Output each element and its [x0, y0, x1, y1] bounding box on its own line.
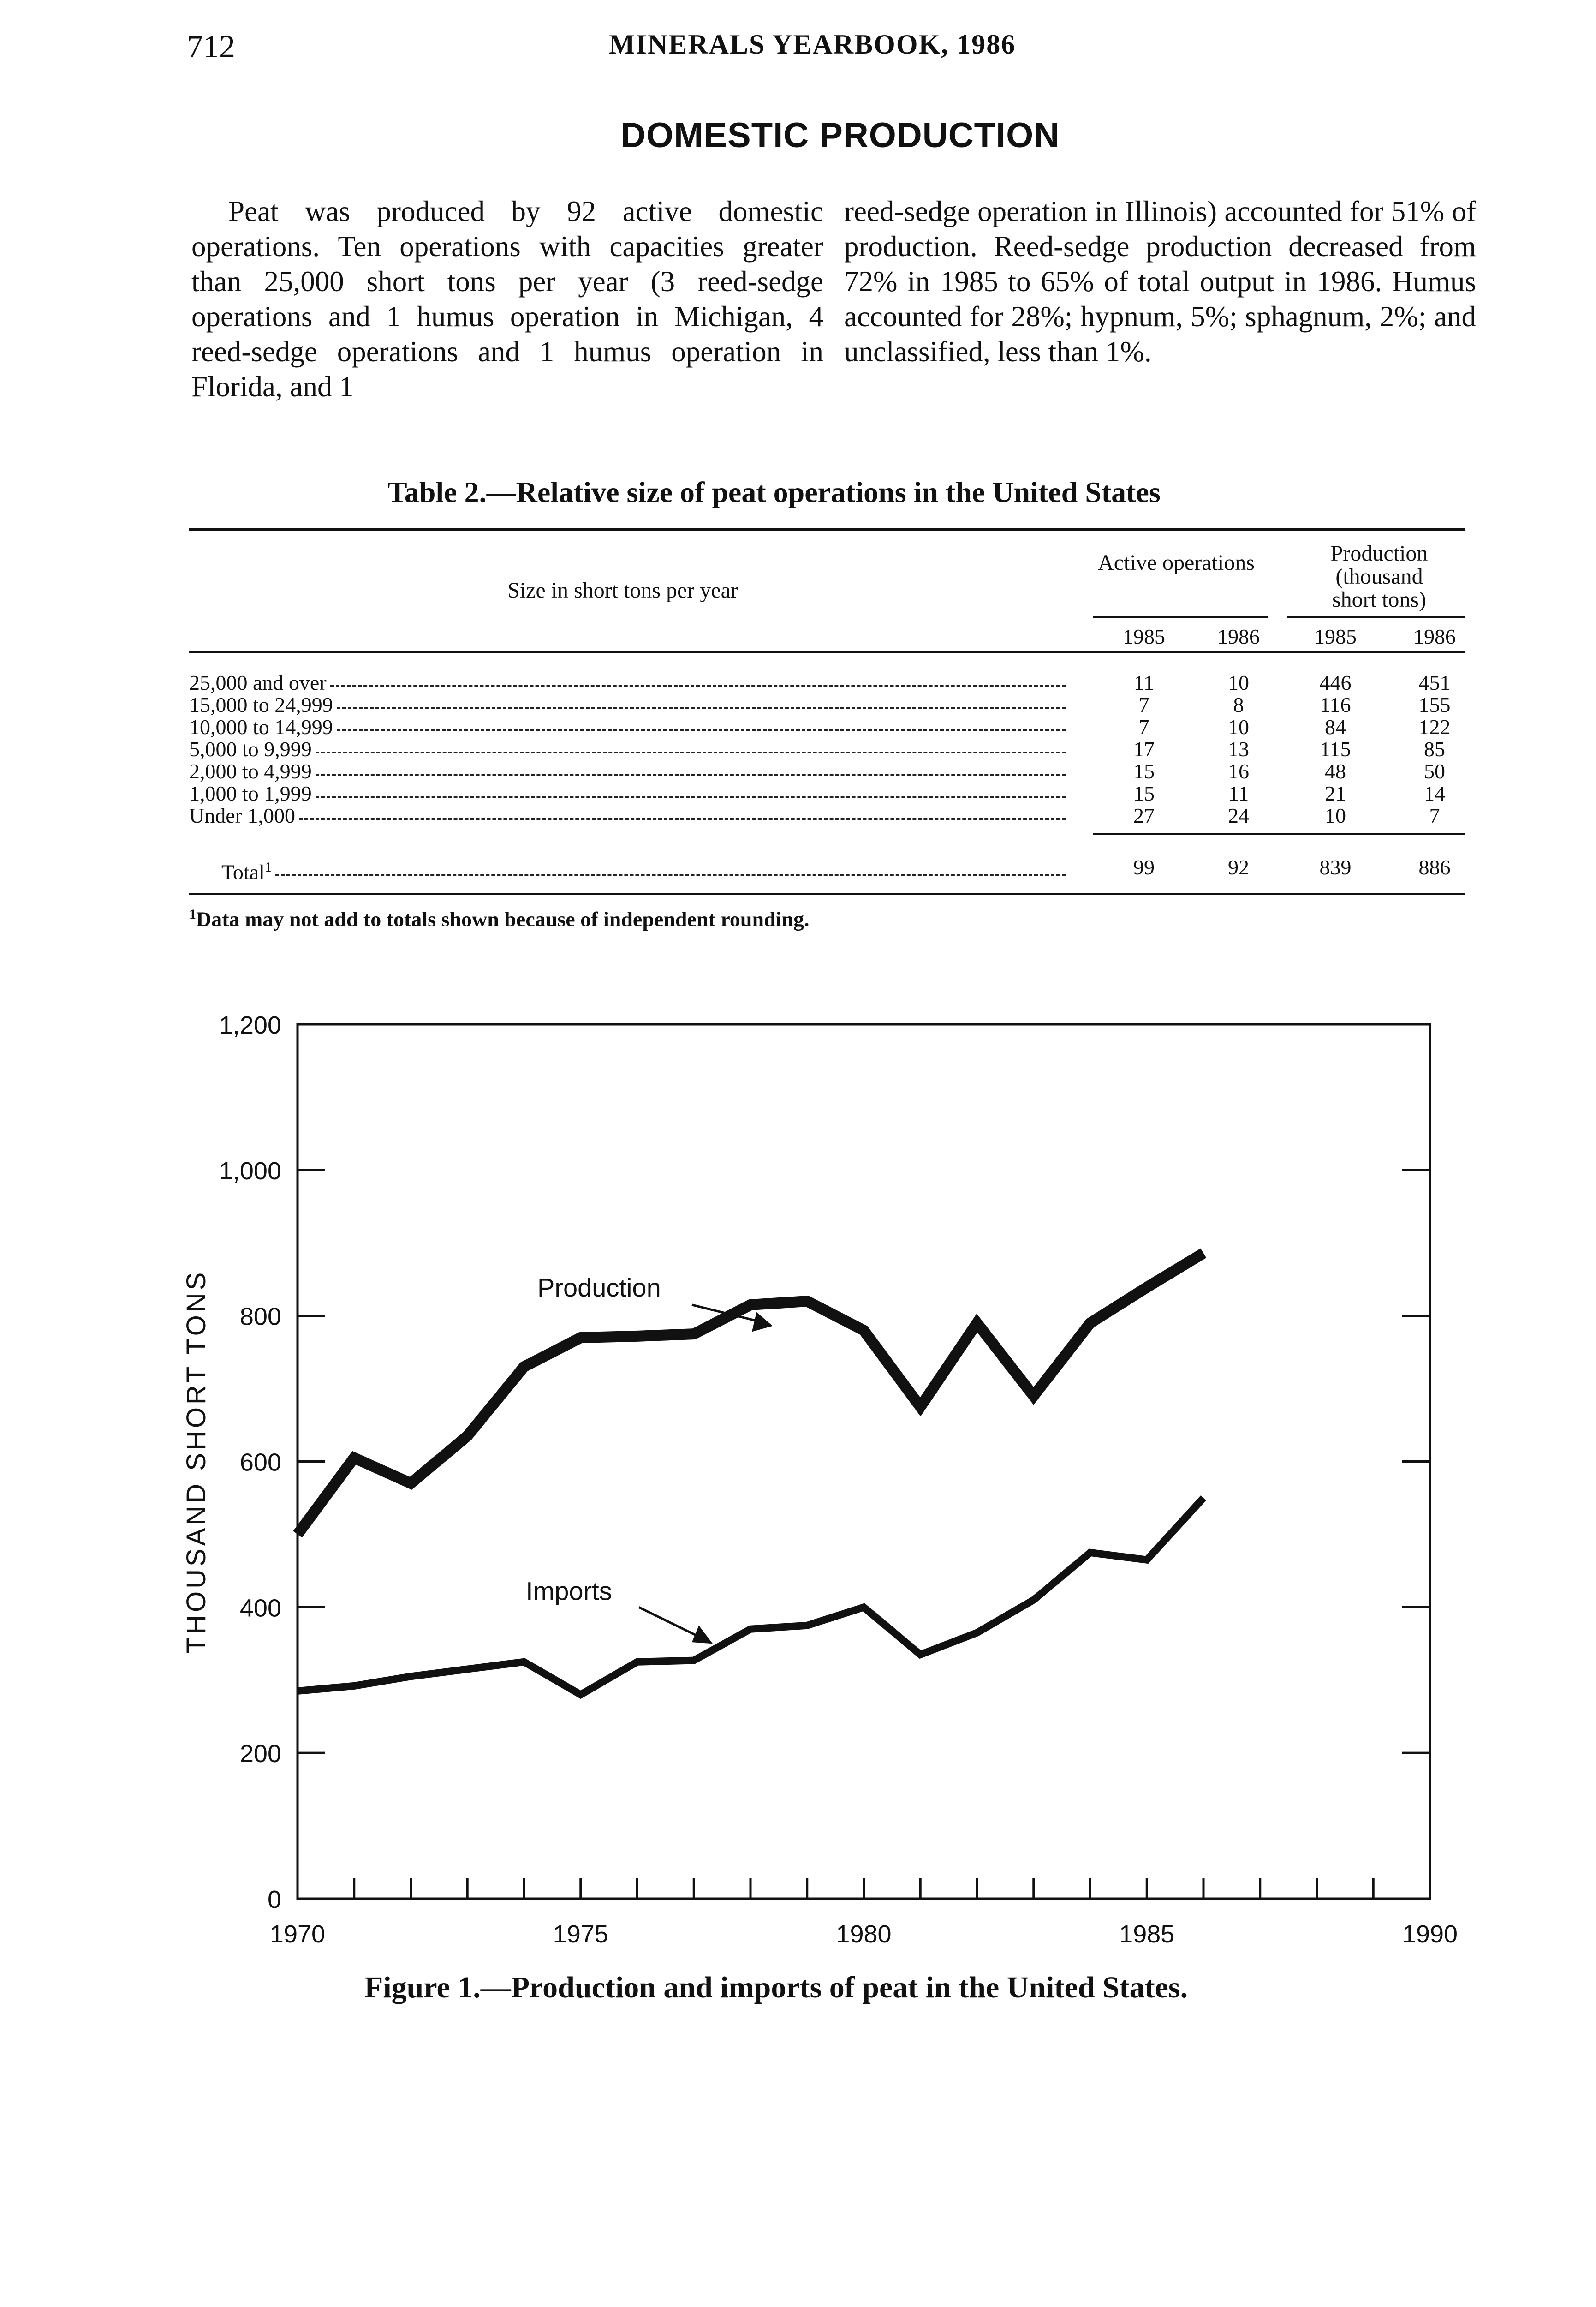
row-label: 5,000 to 9,999	[189, 737, 312, 761]
plot-frame	[298, 1024, 1430, 1899]
running-title: MINERALS YEARBOOK, 1986	[609, 29, 1016, 60]
cell-active-1986: 10	[1228, 671, 1249, 694]
cell-active-1986: 13	[1228, 737, 1249, 761]
row-label: 15,000 to 24,999	[189, 693, 333, 717]
leader-dots	[316, 796, 1066, 798]
y-tick-label: 0	[267, 1886, 281, 1913]
cell-active-1985: 7	[1138, 715, 1149, 739]
cell-production-1985: 10	[1325, 804, 1346, 827]
production-header-l2: (thousand	[1335, 564, 1423, 589]
y-tick-label: 400	[239, 1594, 281, 1622]
row-label: 2,000 to 4,999	[189, 759, 312, 783]
cell-active-1986: 8	[1233, 693, 1244, 717]
production-imports-chart	[0, 992, 1596, 1961]
y-tick-label: 1,200	[219, 1011, 281, 1039]
cell-active-1986: 10	[1228, 715, 1249, 739]
table-title: Table 2.—Relative size of peat operations in the United States	[387, 476, 1161, 508]
section-heading: DOMESTIC PRODUCTION	[620, 116, 1060, 155]
active-group-rule	[1093, 616, 1268, 618]
total-above-rule	[1093, 833, 1465, 835]
cell-production-1986: 155	[1418, 693, 1451, 717]
total-label: Total$^1$	[221, 860, 272, 884]
cell-production-1986: 451	[1418, 671, 1451, 694]
x-tick-label: 1990	[1402, 1920, 1458, 1948]
page-number: 712	[187, 29, 235, 65]
cell-total-production-1986: 886	[1418, 855, 1451, 879]
leader-dots	[299, 818, 1066, 820]
leader-dots	[316, 752, 1066, 753]
cell-production-1986: 50	[1424, 759, 1445, 783]
y-tick-label: 600	[239, 1448, 281, 1476]
cell-production-1985: 21	[1325, 782, 1346, 805]
leader-dots	[337, 729, 1066, 731]
x-tick-label: 1975	[553, 1920, 608, 1948]
cell-production-1986: 122	[1418, 715, 1451, 739]
cell-active-1986: 24	[1228, 804, 1249, 827]
paragraph-right-column: reed-sedge operation in Illinois) accounted for 51% of production. Reed-sedge production decreased from 72% in 1985 to 65% of total output in 1986. Humus accounted for 28%; hypnum, 5%; sphagnum, 2%; and unclassified, less than 1%.	[844, 195, 1476, 368]
series-line-imports	[298, 1498, 1203, 1694]
cell-production-1986: 14	[1424, 782, 1445, 805]
year-header-active-1986: 1986	[1217, 625, 1260, 648]
cell-production-1985: 48	[1325, 759, 1346, 783]
leader-dots	[275, 874, 1066, 876]
active-operations-header: Active operations	[1098, 550, 1255, 575]
cell-total-production-1985: 839	[1319, 855, 1352, 879]
cell-production-1985: 116	[1320, 693, 1351, 717]
production-arrowhead	[752, 1312, 773, 1332]
leader-dots	[330, 685, 1066, 687]
cell-production-1986: 7	[1429, 804, 1440, 827]
y-tick-label: 200	[239, 1740, 281, 1768]
y-tick-label: 800	[239, 1303, 281, 1331]
figure-caption: Figure 1.—Production and imports of peat in the United States.	[364, 1971, 1188, 2004]
x-tick-label: 1980	[836, 1920, 892, 1948]
cell-active-1985: 15	[1133, 759, 1155, 783]
cell-active-1985: 17	[1133, 737, 1155, 761]
row-label: Under 1,000	[189, 804, 295, 827]
y-axis-label: THOUSAND SHORT TONS	[181, 1269, 211, 1654]
cell-production-1985: 84	[1325, 715, 1346, 739]
production-group-rule	[1287, 616, 1465, 618]
production-header-l3: short tons)	[1332, 587, 1426, 612]
cell-active-1986: 11	[1228, 782, 1249, 805]
year-header-production-1986: 1986	[1413, 625, 1456, 648]
row-label: 1,000 to 1,999	[189, 782, 312, 805]
year-header-production-1985: 1985	[1314, 625, 1357, 648]
series-line-production	[298, 1253, 1203, 1535]
row-label: 10,000 to 14,999	[189, 715, 333, 739]
cell-production-1985: 115	[1320, 737, 1351, 761]
paragraph-left-column: Peat was produced by 92 active domestic operations. Ten operations with capacities greater than 25,000 short tons per year (3 reed-sedge operations and 1 humus operation in Michigan, 4 reed-sedge operations and 1 humus operation in Florida, and 1	[191, 195, 823, 403]
x-tick-label: 1985	[1119, 1920, 1175, 1948]
header-bottom-rule	[189, 651, 1465, 653]
cell-production-1986: 85	[1424, 737, 1445, 761]
cell-active-1985: 7	[1138, 693, 1149, 717]
y-tick-label: 1,000	[219, 1157, 281, 1185]
x-tick-label: 1970	[269, 1920, 326, 1948]
stub-header: Size in short tons per year	[507, 578, 738, 603]
leader-dots	[316, 774, 1066, 776]
cell-active-1985: 27	[1133, 804, 1155, 827]
table-footnote: $^1$Data may not add to totals shown because of independent rounding.	[189, 907, 810, 931]
row-label: 25,000 and over	[189, 671, 327, 694]
footnote-mark: 1	[189, 907, 196, 922]
cell-total-active-1986: 92	[1228, 855, 1249, 879]
imports-label: Imports	[526, 1576, 612, 1606]
cell-active-1986: 16	[1228, 759, 1249, 783]
table-top-rule	[189, 528, 1465, 531]
cell-total-active-1985: 99	[1133, 855, 1155, 879]
production-label: Production	[537, 1273, 661, 1303]
cell-active-1985: 11	[1133, 671, 1155, 694]
leader-dots	[337, 707, 1066, 709]
production-header-l1: Production	[1330, 541, 1428, 566]
year-header-active-1985: 1985	[1123, 625, 1165, 648]
cell-production-1985: 446	[1319, 671, 1352, 694]
cell-active-1985: 15	[1133, 782, 1155, 805]
total-footnote-mark: 1	[264, 860, 272, 875]
table-bottom-rule	[189, 893, 1465, 895]
